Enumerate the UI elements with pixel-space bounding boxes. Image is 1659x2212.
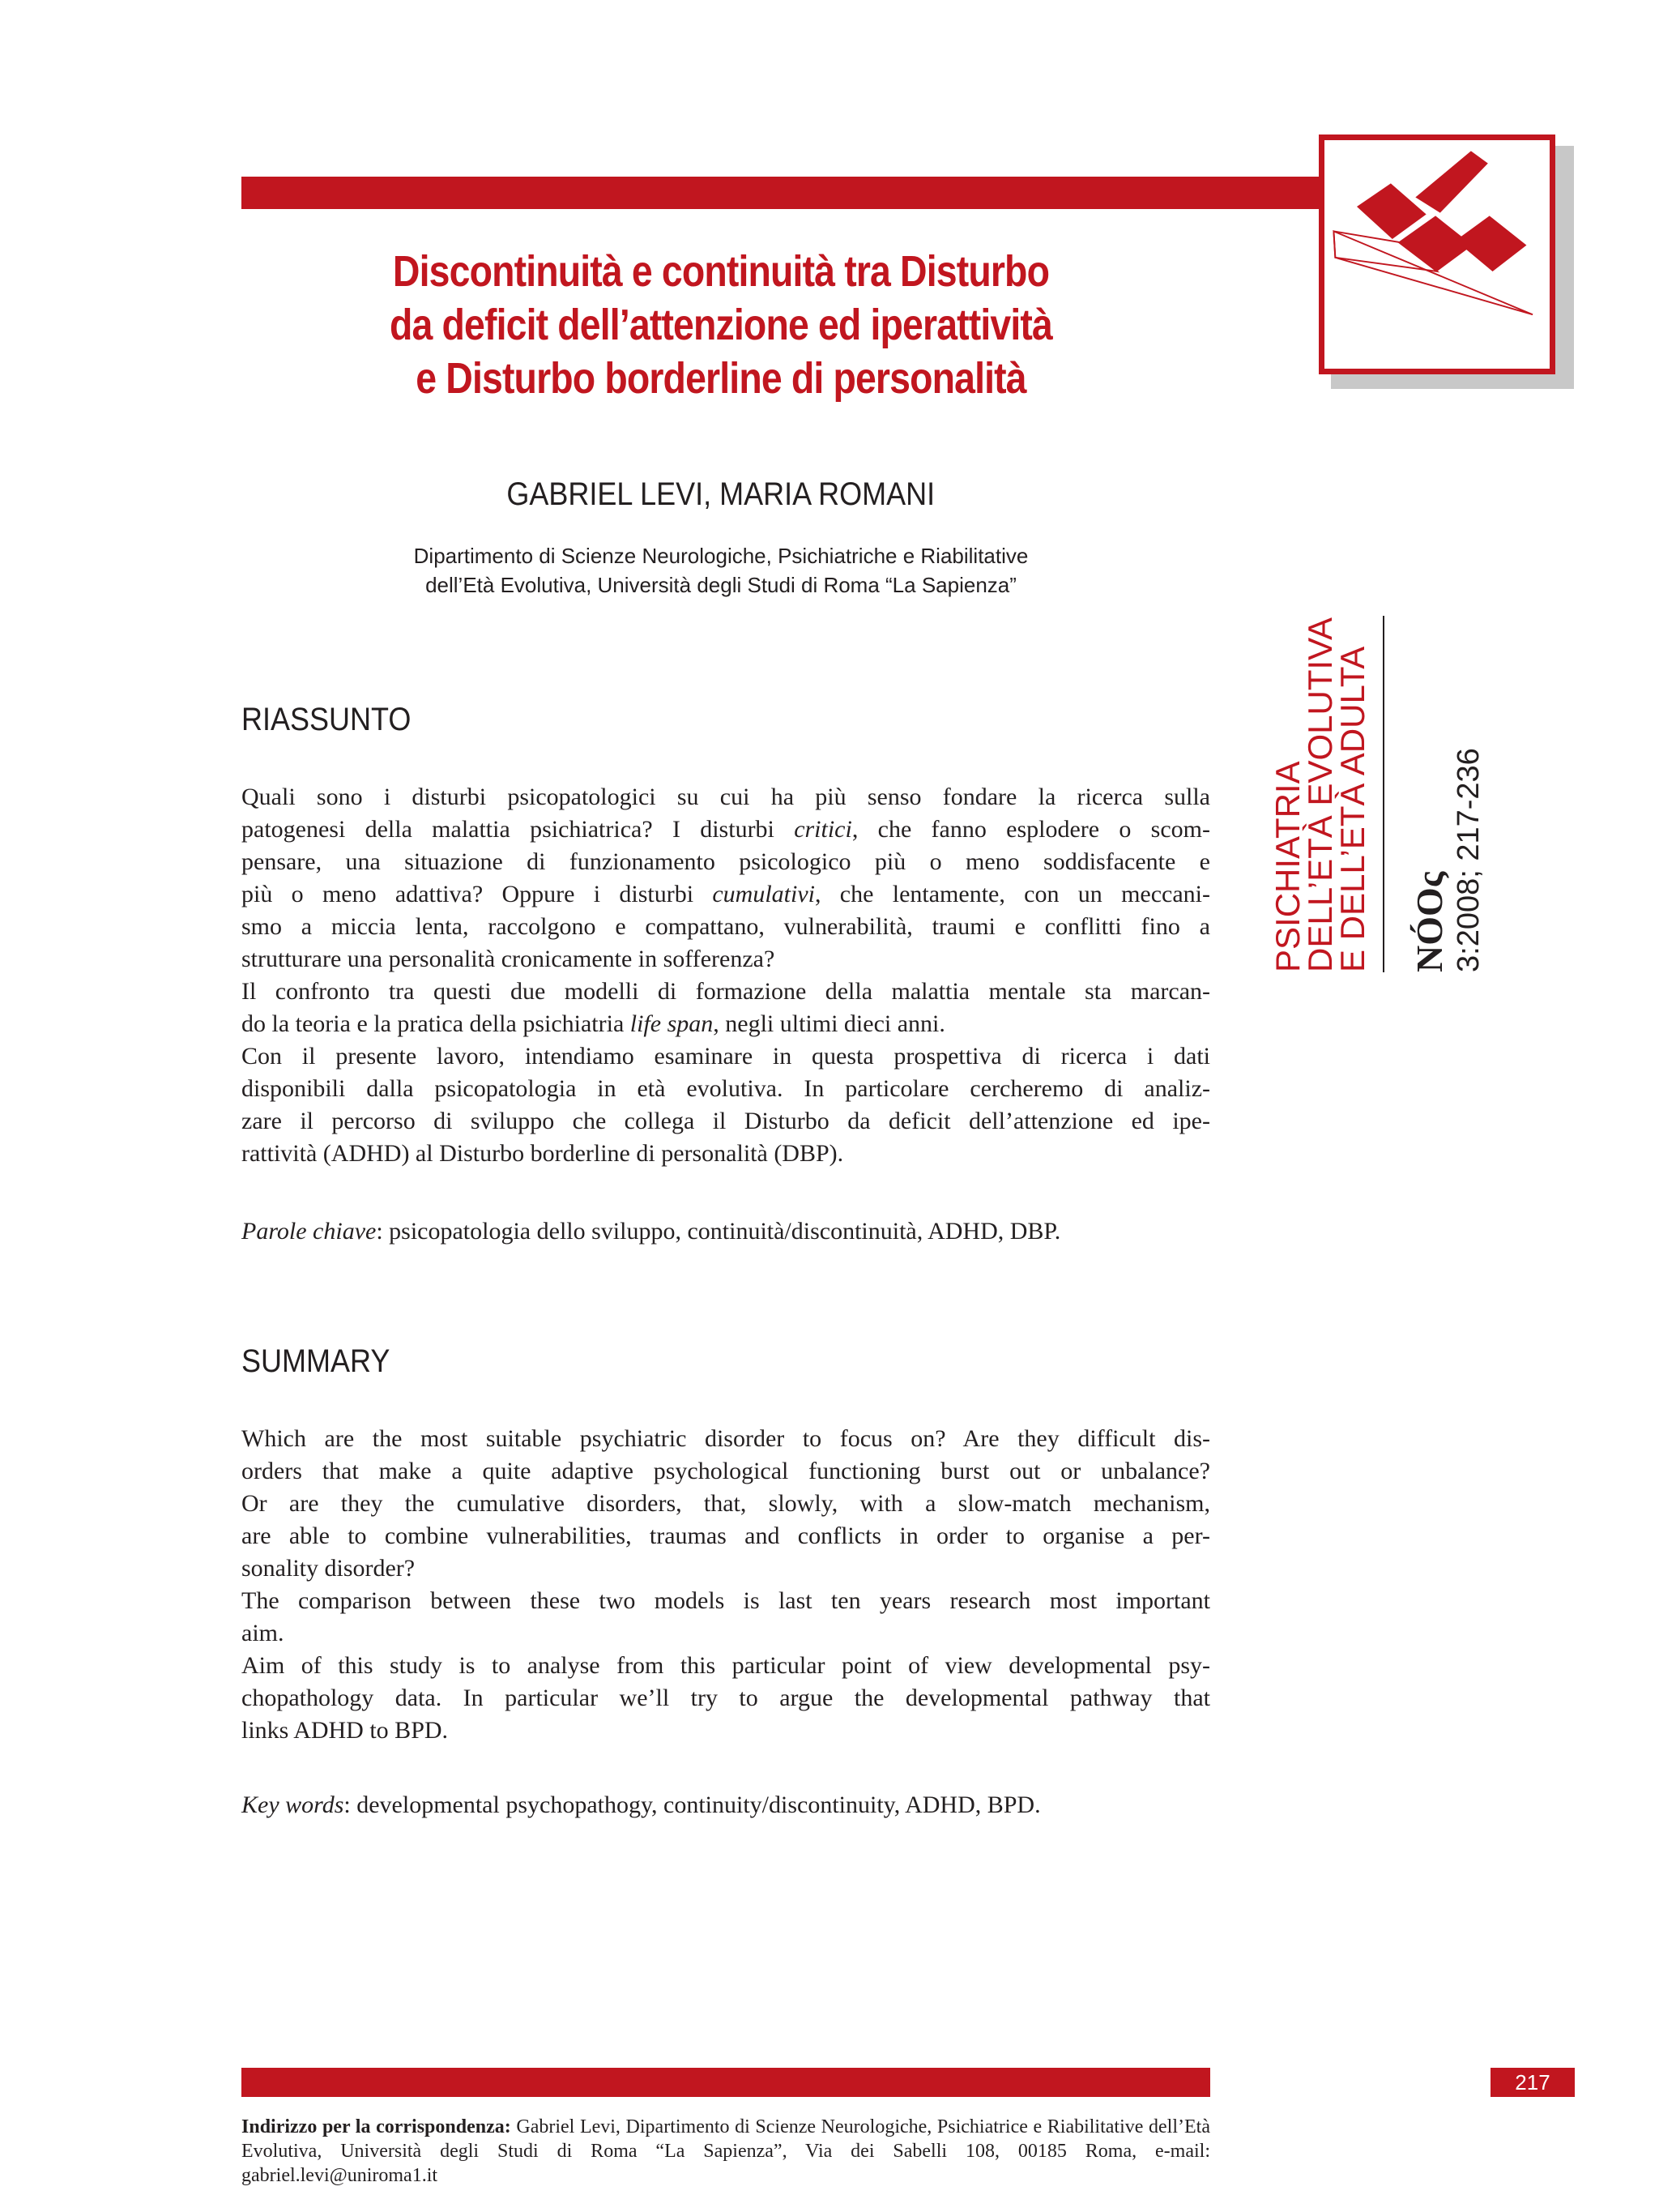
journal-name [1269, 600, 1371, 972]
journal-name-line-2: DELL’ETÀ EVOLUTIVA [1301, 617, 1339, 972]
journal-issue: 3:2008; 217-236 [1452, 748, 1486, 972]
footer-bar [241, 2068, 1210, 2097]
summary-paragraph-2: The comparison between these two models is last ten years research most important aim. [241, 1587, 1210, 1646]
riassunto-keywords: Parole chiave: psicopatologia dello sviluppo, continuità/discontinuità, ADHD, DBP. [241, 1218, 1061, 1245]
journal-name-line-3: E DELL’ETÀ ADULTA [1333, 646, 1371, 972]
affiliation-line-2: dell’Età Evolutiva, Università degli Studi di Roma “La Sapienza” [425, 573, 1017, 597]
riassunto-heading: RIASSUNTO [241, 702, 412, 737]
journal-logo [1319, 135, 1555, 374]
summary-heading: SUMMARY [241, 1343, 390, 1379]
journal-logo-icon [1324, 140, 1550, 369]
affiliation-line-1: Dipartimento di Scienze Neurologiche, Psichiatriche e Riabilitative [413, 544, 1029, 568]
correspondence-note: Indirizzo per la corrispondenza: Gabriel Levi, Dipartimento di Scienze Neurologiche, Psichiatrice e Riabilitative dell’Età Evolutiva, Università degli Studi di Roma “La Sapienza”, Via dei Sabelli 108, 00185 Roma, e-mail: gabriel.levi@uniroma1.it [241, 2116, 1210, 2186]
title-line-3: e Disturbo borderline di personalità [416, 354, 1026, 403]
article-title [267, 245, 1175, 405]
journal-name-line-1: PSICHIATRIA [1269, 761, 1307, 972]
authors: GABRIEL LEVI, MARIA ROMANI [506, 476, 936, 512]
header-bar [241, 177, 1320, 209]
riassunto-paragraph-1: Quali sono i disturbi psicopatologici su cui ha più senso fondare la ricerca sulla patogenesi della malattia psichiatrica? I disturbi critici, che fanno esplodere o scom- pensare, una situazione di funzionamento psicologico più o meno soddisfacente e più o meno adattiva? Oppure i disturbi cumulativi, che lentamente, con un meccani- smo a miccia lenta, raccolgono e compattano, vulnerabilità, traumi e conflitti fino a strutturare una personalità cronicamente in sofferenza? [241, 784, 1210, 972]
summary-paragraph-3: Aim of this study is to analyse from this particular point of view developmental psy- chopathology data. In particular we’ll try to argue the developmental pathway that links ADHD to BPD. [241, 1652, 1210, 1744]
journal-issue-block [1410, 713, 1487, 972]
journal-noos: NÓOς [1409, 871, 1450, 972]
riassunto-paragraph-2: Il confronto tra questi due modelli di formazione della malattia mentale sta marcan- do la teoria e la pratica della psichiatria life span, negli ultimi dieci anni. [241, 978, 1210, 1037]
side-divider [1383, 616, 1384, 972]
title-line-2: da deficit dell’attenzione ed iperattività [389, 301, 1053, 349]
riassunto-paragraph-3: Con il presente lavoro, intendiamo esaminare in questa prospettiva di ricerca i dati disponibili dalla psicopatologia in età evolutiva. In particolare cercheremo di analiz- zare il percorso di sviluppo che collega il Disturbo da deficit dell’attenzione ed ipe- rattività (ADHD) al Disturbo borderline di personalità (DBP). [241, 1043, 1210, 1167]
affiliation [267, 541, 1175, 600]
summary-keywords: Key words: developmental psychopathogy, continuity/discontinuity, ADHD, BPD. [241, 1791, 1041, 1818]
summary-paragraph-1: Which are the most suitable psychiatric disorder to focus on? Are they difficult dis- orders that make a quite adaptive psychological functioning burst out or unbalance? Or are they the cumulative disorders, that, slowly, with a slow-match mechanism, are able to combine vulnerabilities, traumas and conflicts in order to organise a per- sonality disorder? [241, 1425, 1210, 1582]
title-line-1: Discontinuità e continuità tra Disturbo [392, 247, 1050, 296]
page-number: 217 [1491, 2068, 1575, 2097]
